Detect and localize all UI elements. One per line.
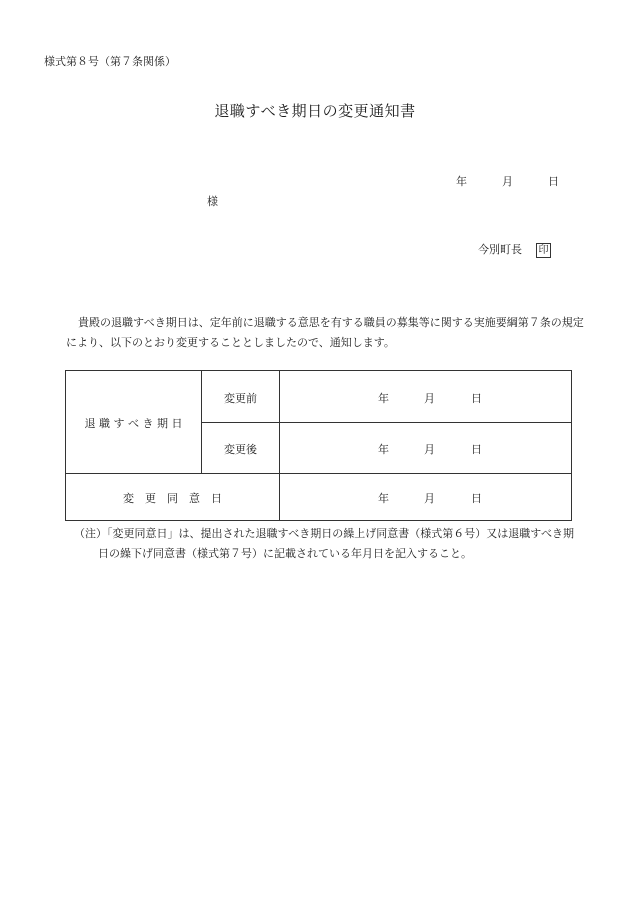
date-day: 日 [471,443,482,456]
consent-date-label: 変 更 同 意 日 [123,492,222,505]
info-table [65,370,572,521]
recipient-honorific: 様 [207,195,218,208]
sender-name: 今別町長 [478,243,522,256]
table-divider [66,473,571,474]
body-text: 貴殿の退職すべき期日は、定年前に退職する意思を有する職員の募集等に関する実施要綱第７条の規定により、以下のとおり変更することとしましたので、通知します。 [66,316,584,349]
date-day: 日 [471,392,482,405]
date-year: 年 [378,443,389,456]
table-divider [279,371,280,520]
table-divider [201,422,571,423]
date-day: 日 [471,492,482,505]
after-change-label: 変更後 [224,443,257,456]
before-change-label: 変更前 [224,392,257,405]
date-year: 年 [378,492,389,505]
date-year: 年 [378,392,389,405]
retirement-date-label: 退 職 す べ き 期 日 [84,417,183,430]
form-number: 様式第８号（第７条関係） [44,55,176,68]
issue-date-year: 年 [456,175,467,188]
date-month: 月 [424,492,435,505]
issue-date-month: 月 [502,175,513,188]
document-title: 退職すべき期日の変更通知書 [214,102,416,120]
seal-mark: 印 [536,243,551,258]
sender-block [478,241,551,258]
date-month: 月 [424,443,435,456]
date-month: 月 [424,392,435,405]
issue-date-day: 日 [548,175,559,188]
footnote: （注）「変更同意日」は、提出された退職すべき期日の繰上げ同意書（様式第６号）又は退職すべき期日の繰下げ同意書（様式第７号）に記載されている年月日を記入すること。 [74,527,575,560]
